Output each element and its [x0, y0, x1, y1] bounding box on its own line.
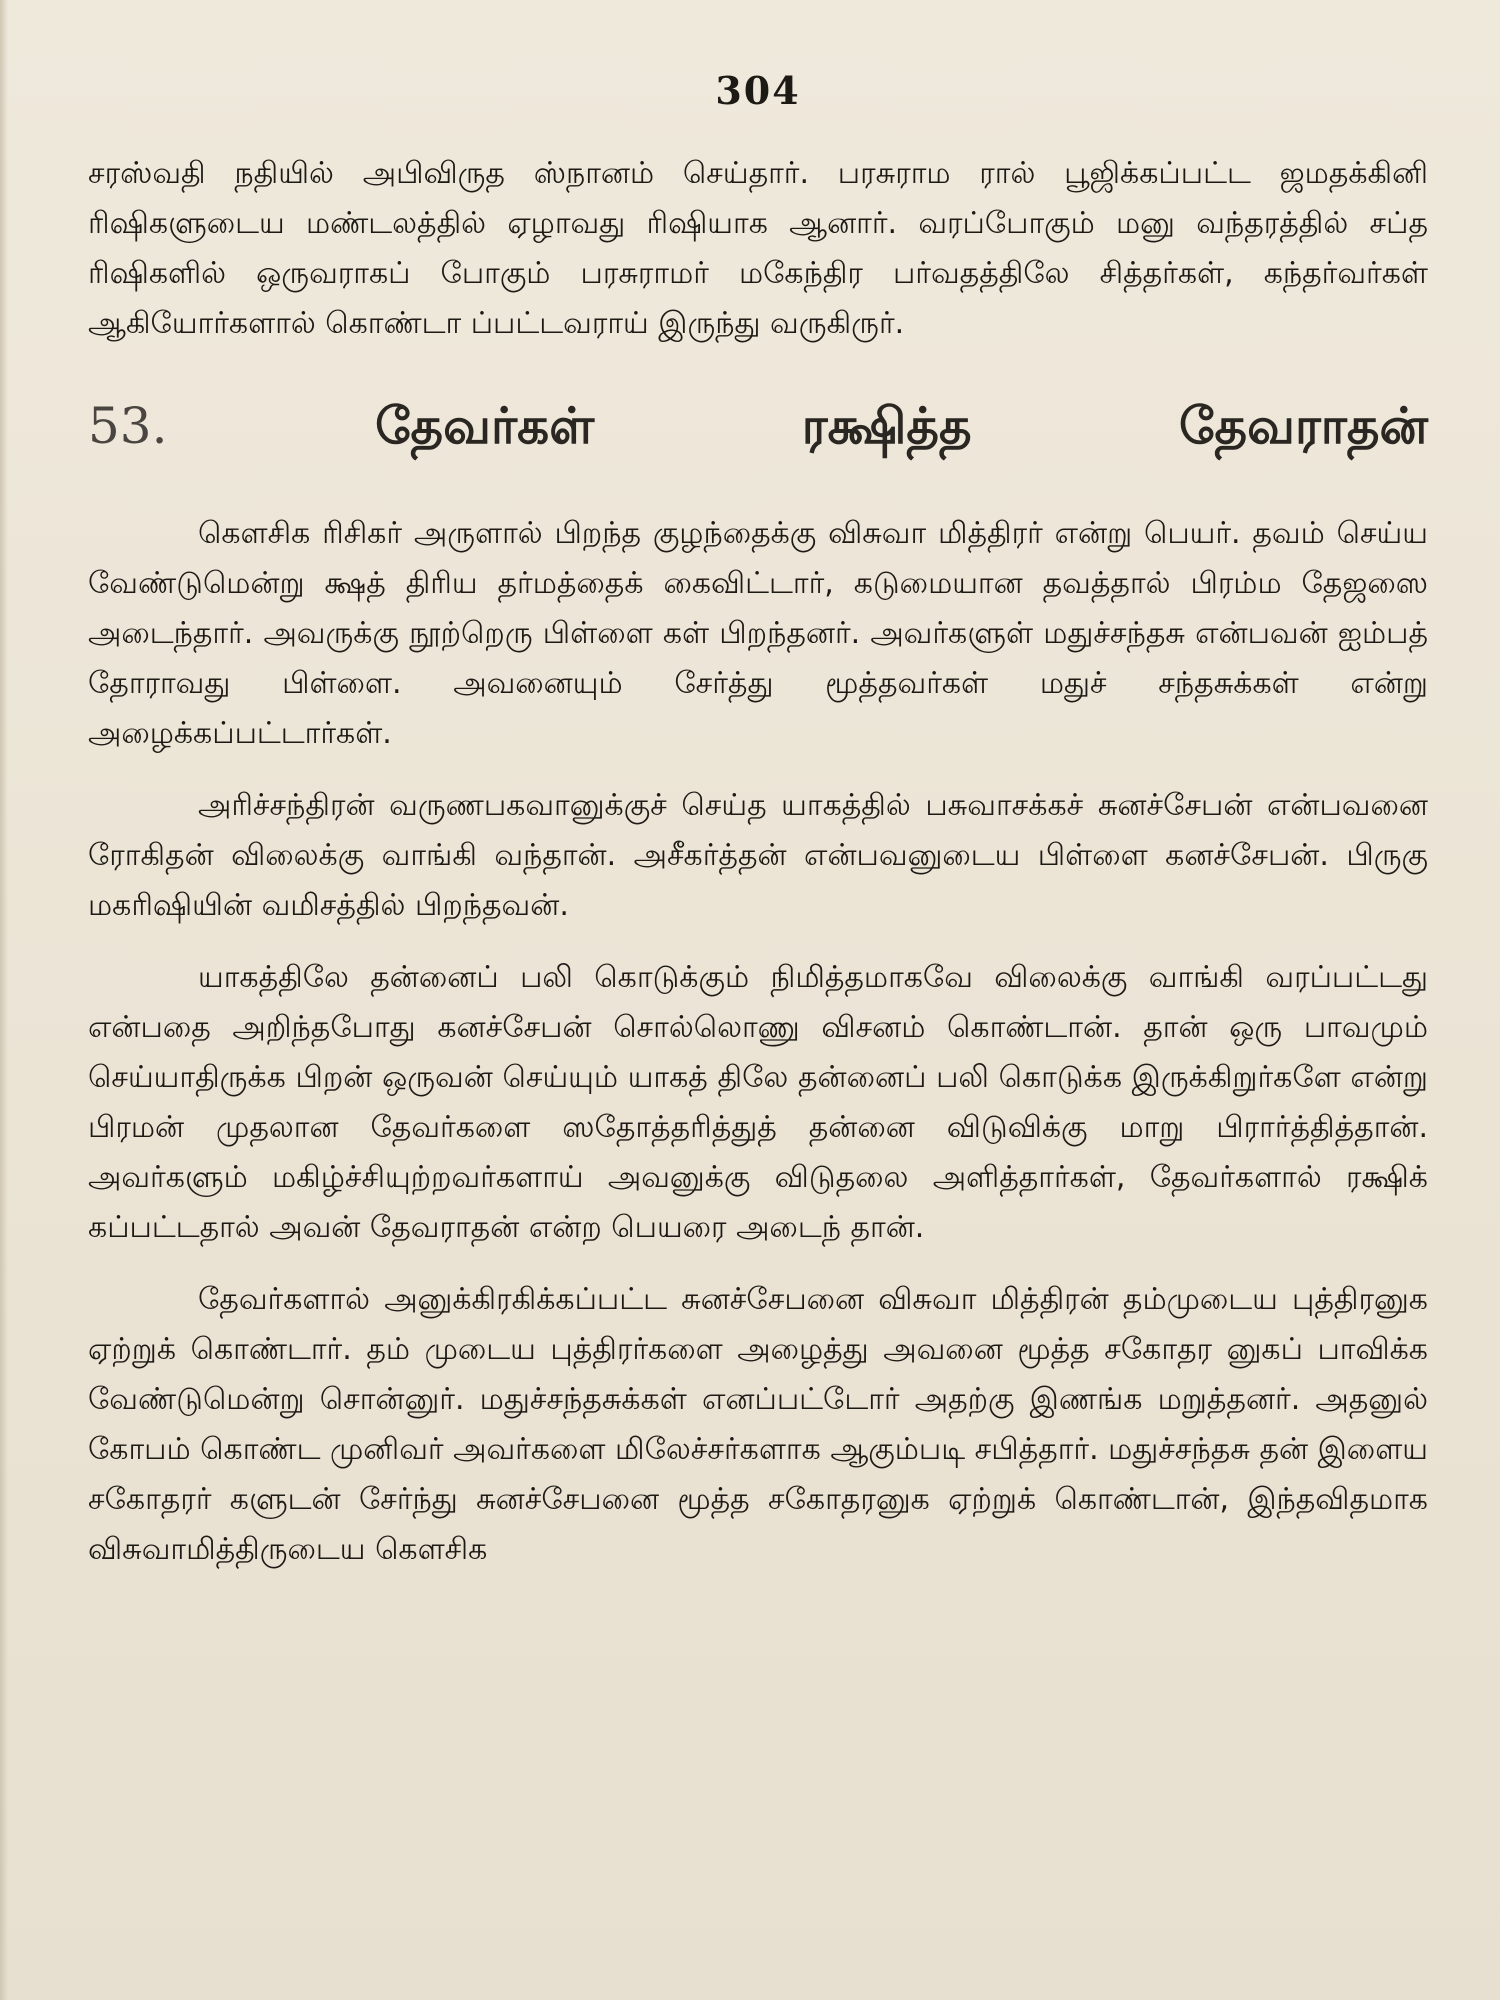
paragraph-2: அரிச்சந்திரன் வருணபகவானுக்குச் செய்த யாகத்தில் பசுவாசக்கச் சுனச்சேபன் என்பவனை ரோகிதன் விலைக்கு வாங்கி வந்தான். அசீகர்த்தன் என்பவனுடைய பிள்ளை கனச்சேபன். பிருகு மகரிஷியின் வமிசத்தில் பிறந்தவன்.: [88, 788, 1428, 923]
page-fold-shadow: [0, 0, 8, 2000]
chapter-title-word-1: தேவர்கள்: [375, 396, 595, 455]
intro-paragraph: சரஸ்வதி நதியில் அபிவிருத ஸ்நானம் செய்தார். பரசுராம ரால் பூஜிக்கப்பட்ட ஜமதக்கினி ரிஷிகளுடைய மண்டலத்தில் ஏழாவது ரிஷியாக ஆனார். வரப்போகும் மனு வந்தரத்தில் சப்த ரிஷிகளில் ஒருவராகப் போகும் பரசுராமர் மகேந்திர பர்வதத்திலே சித்தர்கள், கந்தர்வர்கள் ஆகியோர்களால் கொண்டா ப்பட்டவராய் இருந்து வருகிருர்.: [88, 156, 1428, 341]
page-number: 304: [715, 68, 801, 113]
chapter-title-word-2: ரக்ஷித்த: [801, 396, 972, 455]
paragraph-1: கௌசிக ரிசிகர் அருளால் பிறந்த குழந்தைக்கு விசுவா மித்திரர் என்று பெயர். தவம் செய்ய வேண்டுமென்று க்ஷத் திரிய தர்மத்தைக் கைவிட்டார், கடுமையான தவத்தால் பிரம்ம தேஜஸை அடைந்தார். அவருக்கு நூற்றெரு பிள்ளை கள் பிறந்தனர். அவர்களுள் மதுச்சந்தசு என்பவன் ஐம்பத் தோராவது பிள்ளை. அவனையும் சேர்த்து மூத்தவர்கள் மதுச் சந்தசுக்கள் என்று அழைக்கப்பட்டார்கள்.: [88, 516, 1428, 751]
chapter-number: 53.: [88, 397, 168, 455]
chapter-heading: [88, 391, 1428, 461]
paragraph-3: யாகத்திலே தன்னைப் பலி கொடுக்கும் நிமித்தமாகவே விலைக்கு வாங்கி வரப்பட்டது என்பதை அறிந்தபோது கனச்சேபன் சொல்லொணு விசனம் கொண்டான். தான் ஒரு பாவமும் செய்யாதிருக்க பிறன் ஒருவன் செய்யும் யாகத் திலே தன்னைப் பலி கொடுக்க இருக்கிறுர்களே என்று பிரமன் முதலான தேவர்களை ஸதோத்தரித்துத் தன்னை விடுவிக்கு மாறு பிரார்த்தித்தான். அவர்களும் மகிழ்ச்சியுற்றவர்களாய் அவனுக்கு விடுதலை அளித்தார்கள், தேவர்களால் ரக்ஷிக் கப்பட்டதால் அவன் தேவராதன் என்ற பெயரை அடைந் தான்.: [88, 960, 1428, 1245]
paragraph-4: தேவர்களால் அனுக்கிரகிக்கப்பட்ட சுனச்சேபனை விசுவா மித்திரன் தம்முடைய புத்திரனுக ஏற்றுக் கொண்டார். தம் முடைய புத்திரர்களை அழைத்து அவனை மூத்த சகோதர னுகப் பாவிக்க வேண்டுமென்று சொன்னுர். மதுச்சந்தசுக்கள் எனப்பட்டோர் அதற்கு இணங்க மறுத்தனர். அதனுல் கோபம் கொண்ட முனிவர் அவர்களை மிலேச்சர்களாக ஆகும்படி சபித்தார். மதுச்சந்தசு தன் இளைய சகோதரர் களுடன் சேர்ந்து சுனச்சேபனை மூத்த சகோதரனுக ஏற்றுக் கொண்டான், இந்தவிதமாக விசுவாமித்திருடைய கௌசிக: [88, 1282, 1428, 1567]
chapter-title-word-3: தேவராதன்: [1179, 396, 1428, 455]
